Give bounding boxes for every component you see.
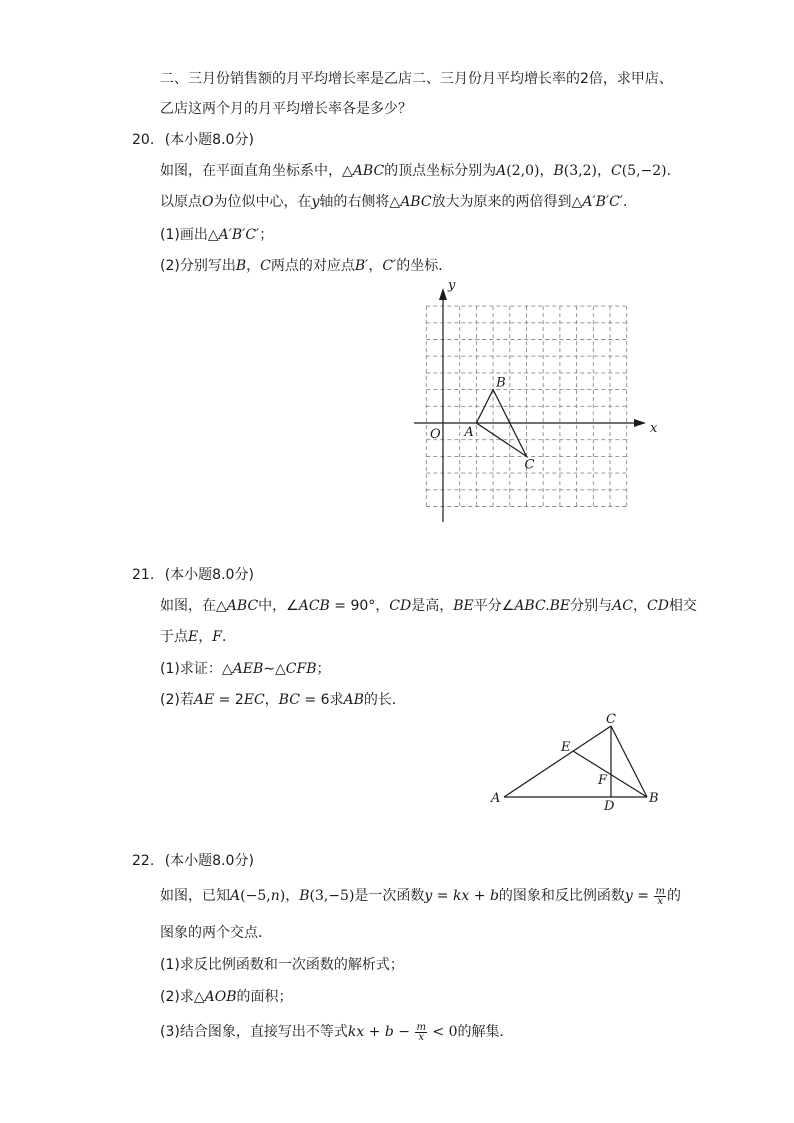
question-score: (本小题8.0分) xyxy=(164,132,254,148)
q19-tail-line-1: 二、三月份销售额的月平均增长率是乙店二、三月份月平均增长率的2倍，求甲店、 xyxy=(160,71,673,87)
question-score: (本小题8.0分) xyxy=(164,567,254,583)
label-f: F xyxy=(598,773,608,788)
question-score: (本小题8.0分) xyxy=(164,853,254,869)
q22-number xyxy=(132,852,254,870)
origin-label: O xyxy=(430,427,441,442)
q22-stem-line-1: 如图，已知A(−5,n)，B(3,−5)是一次函数y = kx + b的图象和反比例函数y = $\frac{m}{x}$ 的 xyxy=(160,885,681,907)
q21-part-2: (2)若AE = 2EC，BC = 6求AB的长． xyxy=(160,692,406,708)
q19-tail-line-2: 乙店这两个月的月平均增长率各是多少？ xyxy=(160,101,412,117)
y-axis-label: y xyxy=(448,278,456,293)
label-d: D xyxy=(604,799,615,814)
q22-part-2: (2)求△AOB的面积； xyxy=(160,989,293,1005)
q20-stem-line-2: 以原点O为位似中心，在y轴的右侧将△ABC放大为原来的两倍得到△A′B′C′. xyxy=(160,194,628,210)
q20-part-2: (2)分别写出B，C两点的对应点B′，C′的坐标． xyxy=(160,258,453,274)
point-a-label: A xyxy=(464,425,474,440)
side-ac xyxy=(504,726,611,797)
point-b-label: B xyxy=(496,375,506,391)
question-number: 20. xyxy=(132,132,155,148)
q21-part-1: (1)求证：△AEB∼△CFB； xyxy=(160,661,331,677)
q22-part-1: (1)求反比例函数和一次函数的解析式； xyxy=(160,957,404,973)
question-number: 21. xyxy=(132,567,155,583)
label-c: C xyxy=(606,712,616,727)
label-a: A xyxy=(491,791,501,806)
q22-stem-line-2: 图象的两个交点． xyxy=(160,925,272,941)
q20-stem-line-1: 如图，在平面直角坐标系中，△ABC的顶点坐标分别为A(2,0)，B(3,2)，C(5,−2). xyxy=(160,163,672,179)
question-number: 22. xyxy=(132,853,155,869)
point-c-label: C xyxy=(524,457,535,473)
label-b: B xyxy=(649,791,659,806)
fraction-m-over-x: $\frac{m}{x}$ xyxy=(416,1021,426,1043)
q21-stem-line-2: 于点E，F． xyxy=(160,629,236,645)
x-axis-label: x xyxy=(650,421,658,436)
q21-stem-line-1: 如图，在△ABC中，∠ACB = 90°，CD是高，BE平分∠ABC.BE分别与AC，CD相交 xyxy=(160,598,697,614)
q20-part-1: (1)画出△A′B′C′； xyxy=(160,227,274,243)
fraction-m-over-x: $\frac{m}{x}$ xyxy=(655,885,665,907)
q22-part-3: (3)结合图象，直接写出不等式kx + b − $\frac{m}{x}$ < 0的解集． xyxy=(160,1021,514,1043)
label-e: E xyxy=(561,740,571,755)
